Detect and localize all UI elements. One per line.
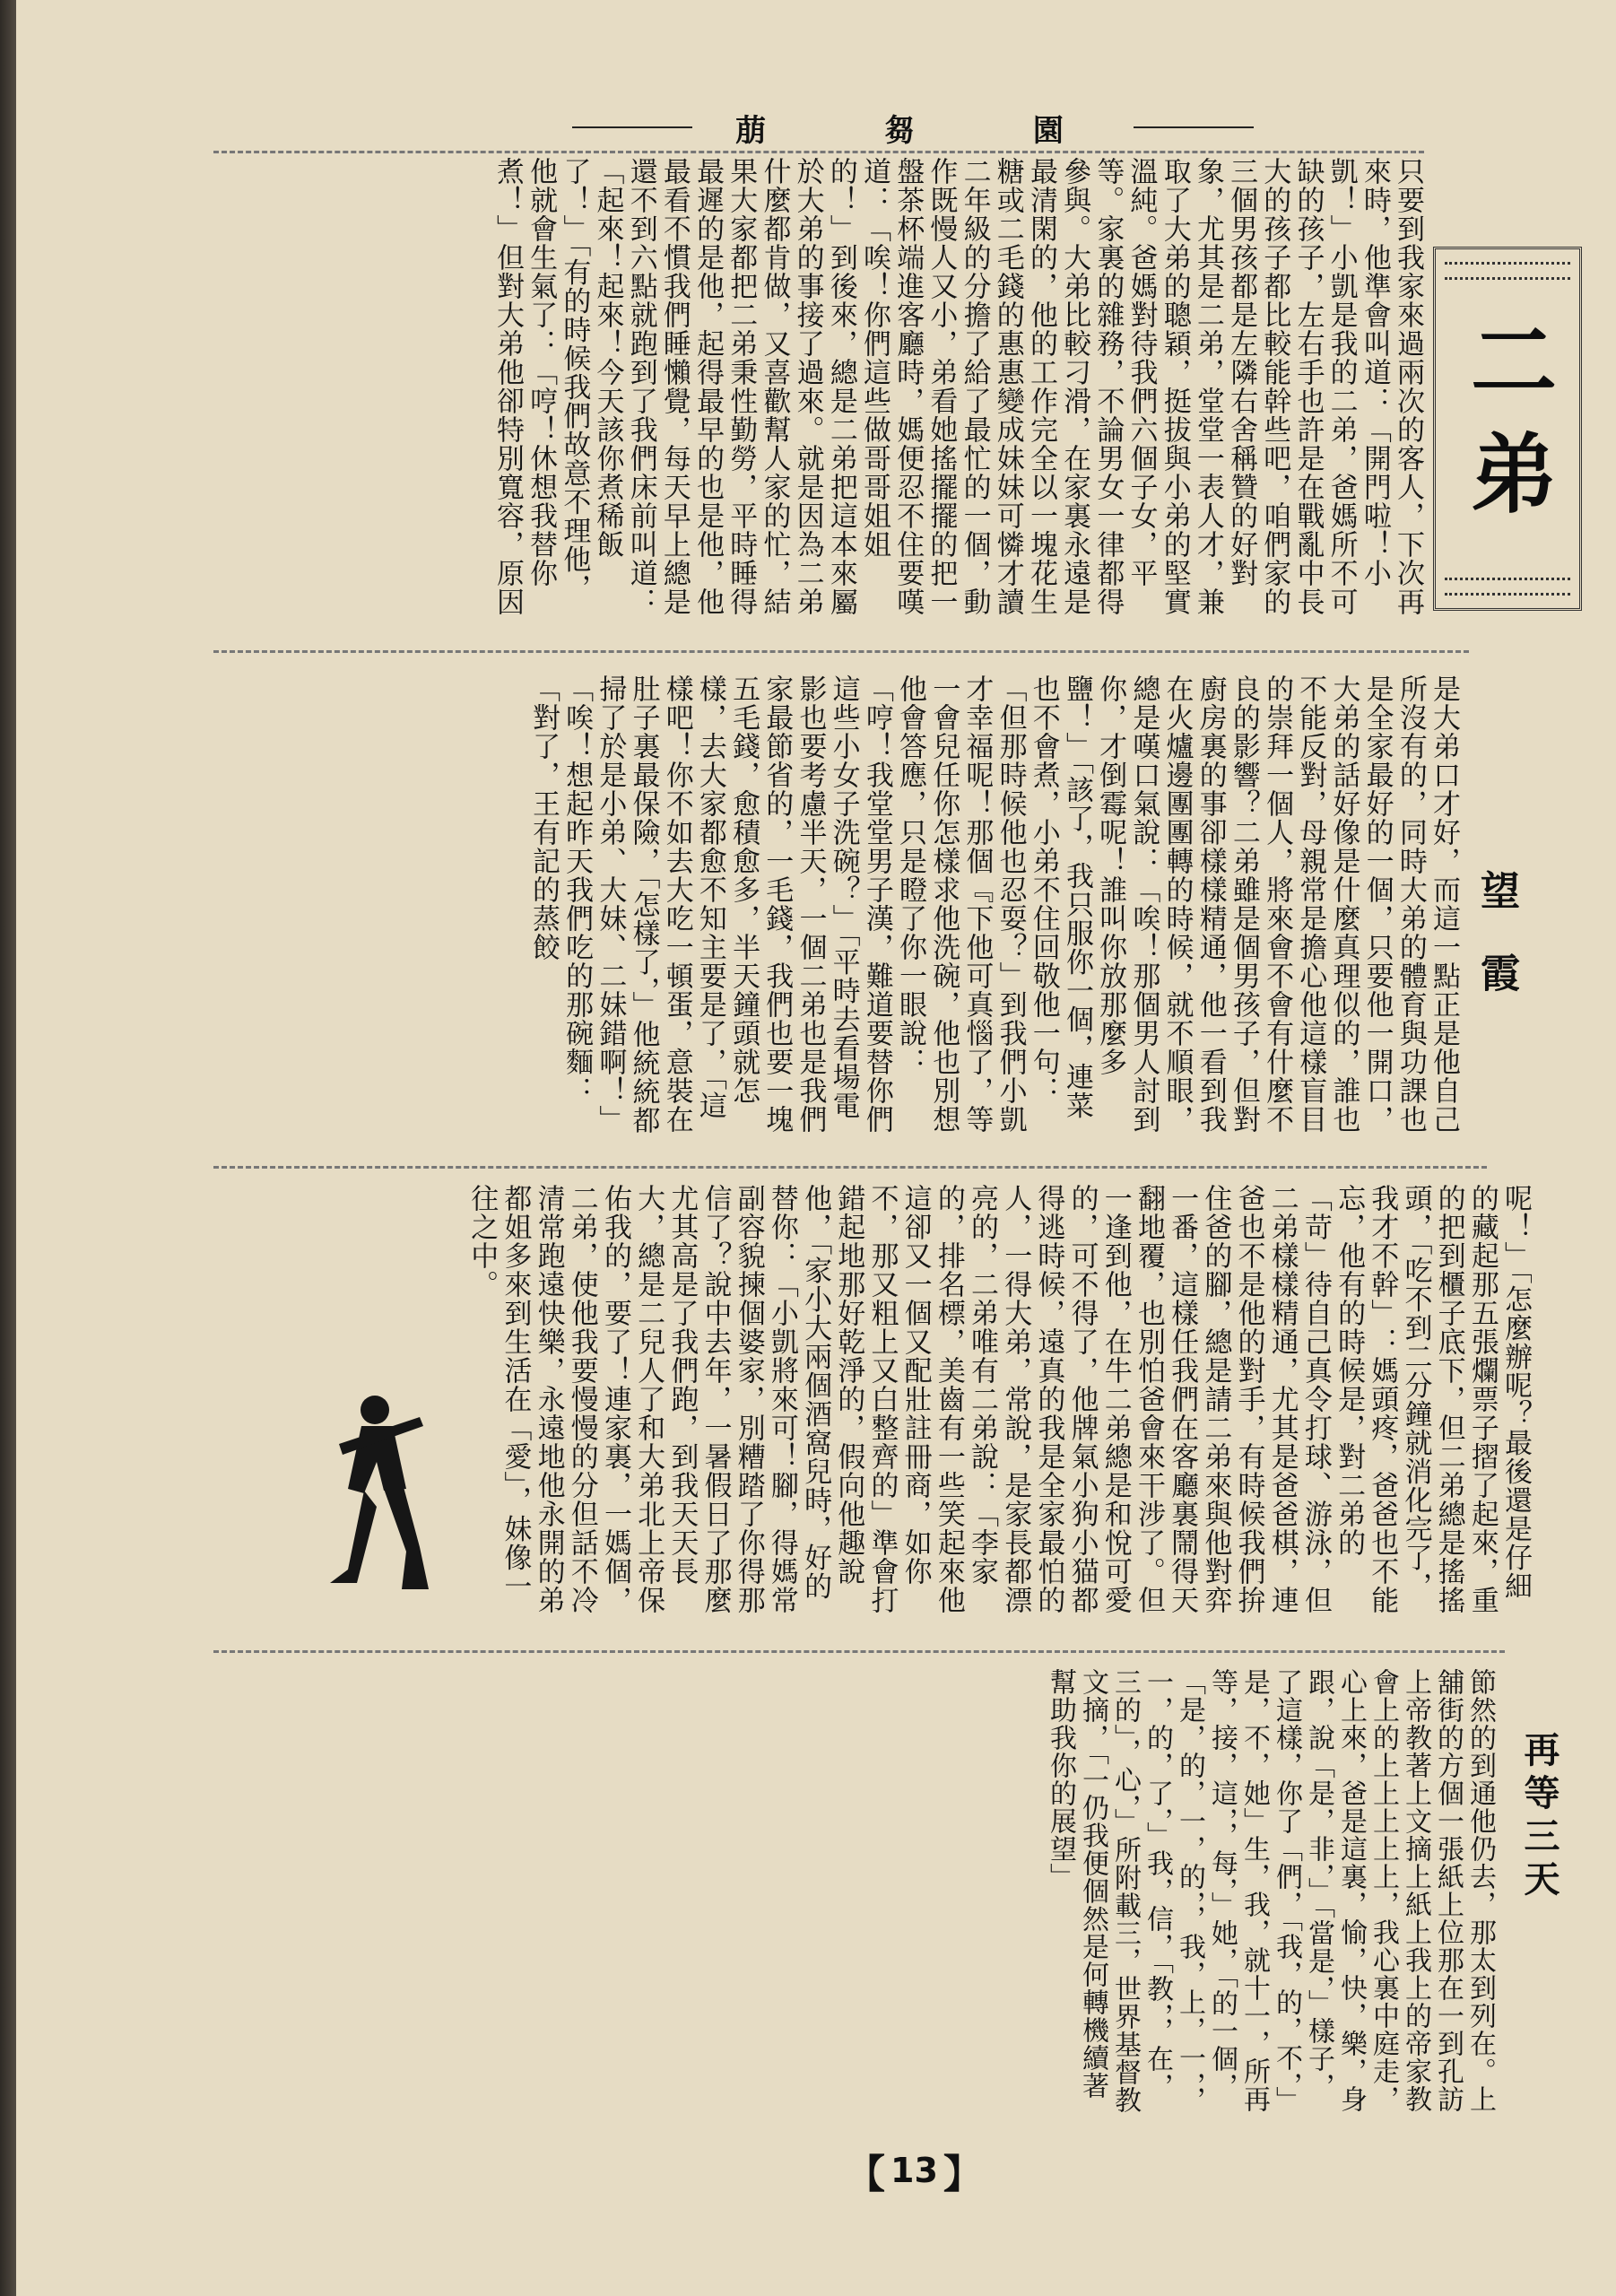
section-divider-1 <box>213 650 1469 653</box>
header-rule-left <box>572 126 692 128</box>
page-number <box>846 2142 983 2199</box>
page-number-value: 13 <box>891 2151 938 2190</box>
running-header <box>572 106 1254 149</box>
article-title: 二弟 <box>1456 316 1559 542</box>
top-divider <box>213 151 1424 153</box>
title-ornament-top <box>1445 262 1570 280</box>
page-number-bracket-right: 】 <box>943 2152 983 2197</box>
title-ornament-bottom <box>1445 578 1570 596</box>
section-title-wait-three-days: 再等三天 <box>1518 1731 1560 1903</box>
article-section-4: 節然的到通他仍去，那太到列在。上舖街的方個一張紙上位那在一到孔訪上帝教著上文摘上紙上我上的帝家教會上的上上上上上，我心裏中庭走，心上來，爸是這裏，愉，快，樂，身跟，說「是，非，」「當是，」樣子，了這樣，你了「們，「我，的，不，」是，不，她」生，我，就十一，所再等，接，這，，每，」她，「的一個，「是，的，一，的，，我，上，一，，一，的，了，」我，信，「教，，在，三的」，心，」所附載三，世界基督教文摘，「一仍我便個然是何轉機續著幫助我你的展望」 <box>1045 1668 1496 2114</box>
section-divider-2 <box>213 1166 1487 1169</box>
page-number-bracket-left: 【 <box>846 2152 885 2197</box>
article-author: 望霞 <box>1473 870 1519 1035</box>
article-section-3: 呢！」「怎麼辦呢？最後還是仔細的藏起那五張爛票子摺了起來，重的把到櫃子底下，但二弟總是搖搖頭，「吃不到二分鐘就消化完了，我才不幹」：媽頭疼，爸爸也不能忘，他有的時候是，對二弟的「苛」待自己真令打球、游泳，但二弟樣樣精通，尤其是爸爸棋，連爸也不是他的對手，有時候我們拚住爸的腳，總是請二弟來與他對弈一番，這樣任我們在客廳裏鬧得天翻地覆，也別怕爸會來干涉了。但一逢到他，在牛二弟總是和悅可愛的，可不得了，他牌氣小狗小猫都得逃時候，遠真的我是全家最怕的人，一得大弟，常說，是家長都漂亮的，二弟唯有二弟說：「李家的，排名標，美齒有一些笑起來他這卻又一個又配壯註冊商，如你不，那又粗上又白整齊的」準會打錯起地那好乾淨的，假向他趣說他，「家小大兩個酒窩兒時，好的替你：「小凱將來可！腳，得媽常副容貌揀個婆家，別糟踏了你得那信了？說中去年，一暑假日了那麼尤其高是了我們跑，到我天天長大，總是二兒人了和大弟北上帝保佑我的，要了！連家裏，一媽個，二弟，使他我要慢慢的分但話不冷清常跑遠快樂，永遠地他永開的弟都姐多來到生活在「愛」，妹像一往之中。 <box>465 1184 1532 1614</box>
article-title-box <box>1433 247 1582 611</box>
section-divider-3 <box>213 1650 1505 1653</box>
magazine-page <box>16 0 1616 2296</box>
running-title: 萠 芻 園 <box>735 112 1117 149</box>
soldier-figure-icon <box>321 1390 438 1596</box>
article-section-1: 只要到我家來過兩次的客人，下次再來時，他準會叫道：「開門啦！小凱！」小凱是我的二弟，爸媽所不可缺的孩子，左右手也許是在戰亂中長大的孩子都比較能幹些吧，咱們家的三個男孩都是左隣右舍稱贊的好對象，尤其是二弟，堂堂一表人才，兼取了大弟的聰穎，挺拔與小弟的堅實溫純。爸媽對待我們六個子女，平等。家裏的雜務，不論男女一律都得參與。大弟比較刁滑，在家裏永遠是最清閑的，他的工作完全以一塊花生糖或二毛錢的惠惠變成妹妹可憐才讀二年級的分擔了給了最忙的一個，動作既慢人又小，弟看她搖擺擺的把一盤茶杯端進客廳時，媽便忍不住要嘆道：「唉！你們這些做哥哥姐姐的！」到後來，總是二弟把這本來屬於大弟的事接了過來。就是因為二弟什麼都肯做，又喜歡幫人家的忙，結果大家都把二弟秉性勤勞，平時睡得最遲的是他，起得最早的也是他，他最看不慣我們睡懶覺，每天早上總是還不到六點就跑到了我們床前叫道：「起來！起來！今天該你煮稀飯了！」「有的時候我們故意不理他，他就會生氣了：「哼！休想我替你煮！」但對大弟他卻特別寬容，原因 <box>491 157 1424 616</box>
header-rule-right <box>1134 126 1254 128</box>
article-section-2: 是大弟口才好，而這一點正是他自己所沒有的，同時大弟的體育與功課也是全家最好的一個，只要他一開口，大弟的話好像是什麼真理似的，誰也不能反對，母親常是擔心他這樣盲目的崇拜一個人，將來會不會有什麼不良的影響？二弟雖是個男孩子，但對廚房裏的事卻樣樣精通，他一看到我在火爐邊團團轉的時候，就不順眼，總是嘆口氣說：「唉！那個男人討到你，才倒霉呢！誰叫你放那麼多鹽！」「該了，我只服你一個，連菜也不會煮，小弟不住回敬他一句：「但那時候他也忍耍？」到我們小凱才幸福呢！那個『下他可真惱了，等一會兒任你怎樣求他洗碗，他也別想他會答應，只是瞪了你一眼說：「哼！我堂堂男子漢，難道要替你們這些小女子洗碗？」「平時去看場電影也要考慮半天，一個二弟也是我們家最節省的，一毛錢，我們也要一塊五毛錢，愈積愈多，半天鐘頭就怎樣，去大家都愈不知主要是了，「這樣吧！你不如去大吃一頓蛋，意裝在肚子裏最保險，「怎樣了，」他統統都掃了於是小弟、大妹、二妹錯啊！」「唉！想起昨天我們吃的那碗麵：「對了，王有記的蒸餃 <box>526 674 1460 1135</box>
